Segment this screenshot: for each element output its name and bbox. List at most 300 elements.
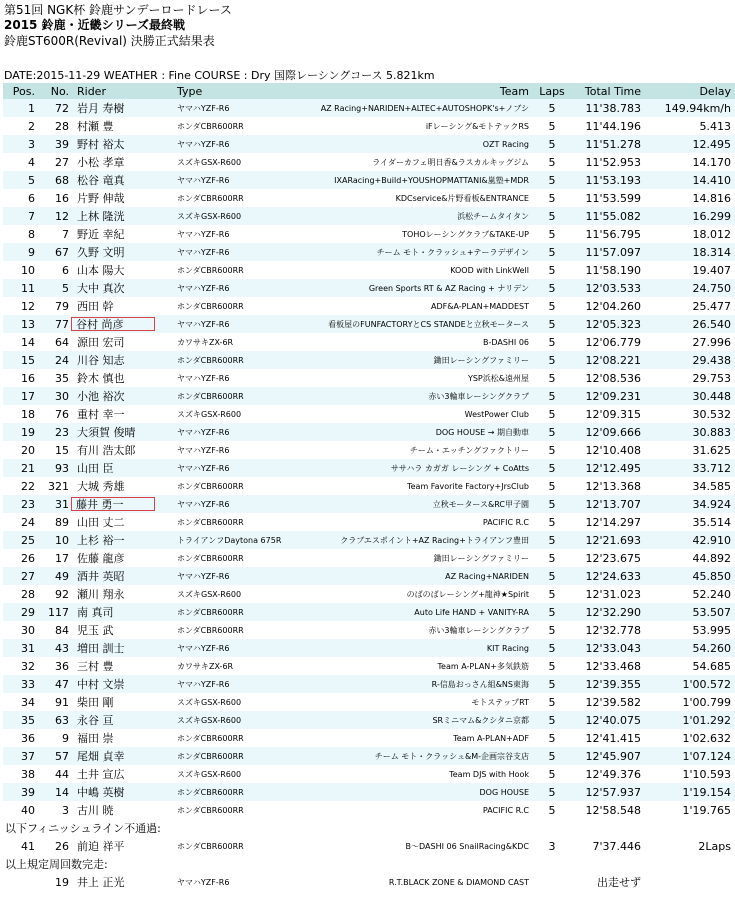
cell-total: 12'58.548 bbox=[573, 801, 643, 819]
cell-total: 12'05.323 bbox=[573, 315, 643, 333]
cell-type: ホンダCBR600RR bbox=[171, 783, 311, 801]
cell-no: 63 bbox=[37, 711, 71, 729]
table-row bbox=[3, 423, 735, 441]
cell-rider: 重村 幸一 bbox=[71, 405, 171, 423]
table-row bbox=[3, 225, 735, 243]
cell-rider: 井上 正光 bbox=[71, 873, 171, 891]
table-row bbox=[3, 459, 735, 477]
cell-no: 76 bbox=[37, 405, 71, 423]
cell-total: 12'12.495 bbox=[573, 459, 643, 477]
cell-no: 321 bbox=[37, 477, 71, 495]
cell-team: チーム モト・クラッシュ+テーラデザイン bbox=[311, 243, 531, 261]
cell-total: 7'37.446 bbox=[573, 837, 643, 855]
cell-total: 12'39.355 bbox=[573, 675, 643, 693]
cell-delay: 25.477 bbox=[643, 297, 735, 315]
section-note bbox=[3, 855, 735, 873]
cell-rider: 大中 真次 bbox=[71, 279, 171, 297]
cell-delay: 30.532 bbox=[643, 405, 735, 423]
cell-rider: 村瀬 豊 bbox=[71, 117, 171, 135]
cell-no: 44 bbox=[37, 765, 71, 783]
cell-delay: 1'10.593 bbox=[643, 765, 735, 783]
cell-total: 12'14.297 bbox=[573, 513, 643, 531]
cell-delay: 5.413 bbox=[643, 117, 735, 135]
cell-laps: 5 bbox=[531, 747, 573, 765]
cell-total: 12'39.582 bbox=[573, 693, 643, 711]
cell-laps: 5 bbox=[531, 693, 573, 711]
cell-type: ホンダCBR600RR bbox=[171, 747, 311, 765]
cell-rider: 南 真司 bbox=[71, 603, 171, 621]
cell-no: 68 bbox=[37, 171, 71, 189]
cell-laps: 5 bbox=[531, 459, 573, 477]
table-row bbox=[3, 693, 735, 711]
cell-pos: 21 bbox=[3, 459, 37, 477]
table-row bbox=[3, 369, 735, 387]
cell-pos: 18 bbox=[3, 405, 37, 423]
cell-team: Team A-PLAN+多気鉄筋 bbox=[311, 657, 531, 675]
cell-no: 64 bbox=[37, 333, 71, 351]
cell-delay: 53.507 bbox=[643, 603, 735, 621]
table-row bbox=[3, 531, 735, 549]
cell-total: 12'13.368 bbox=[573, 477, 643, 495]
cell-delay: 26.540 bbox=[643, 315, 735, 333]
cell-pos: 8 bbox=[3, 225, 37, 243]
table-row bbox=[3, 441, 735, 459]
cell-rider: 中嶋 英樹 bbox=[71, 783, 171, 801]
cell-pos: 23 bbox=[3, 495, 37, 513]
race-info: DATE:2015-11-29 WEATHER : Fine COURSE : Dry 国際レーシングコース 5.821km bbox=[4, 69, 435, 82]
cell-type: ホンダCBR600RR bbox=[171, 801, 311, 819]
table-row bbox=[3, 657, 735, 675]
cell-type: ヤマハYZF-R6 bbox=[171, 873, 311, 891]
cell-pos: 31 bbox=[3, 639, 37, 657]
cell-total: 11'38.783 bbox=[573, 99, 643, 117]
table-row bbox=[3, 315, 735, 333]
table-row bbox=[3, 171, 735, 189]
cell-team: 立秋モータース&RC甲子園 bbox=[311, 495, 531, 513]
cell-no: 91 bbox=[37, 693, 71, 711]
table-row bbox=[3, 261, 735, 279]
cell-no: 12 bbox=[37, 207, 71, 225]
cell-laps: 5 bbox=[531, 801, 573, 819]
cell-delay bbox=[643, 873, 735, 891]
cell-rider: 小松 孝章 bbox=[71, 153, 171, 171]
cell-laps: 5 bbox=[531, 351, 573, 369]
cell-rider: 佐藤 龍彦 bbox=[71, 549, 171, 567]
cell-no: 43 bbox=[37, 639, 71, 657]
cell-no: 57 bbox=[37, 747, 71, 765]
cell-team: YSP浜松&遠州屋 bbox=[311, 369, 531, 387]
cell-pos: 29 bbox=[3, 603, 37, 621]
cell-total: 12'03.533 bbox=[573, 279, 643, 297]
cell-pos: 12 bbox=[3, 297, 37, 315]
cell-total: 12'21.693 bbox=[573, 531, 643, 549]
cell-delay: 14.170 bbox=[643, 153, 735, 171]
cell-laps: 5 bbox=[531, 657, 573, 675]
cell-rider: 小池 裕次 bbox=[71, 387, 171, 405]
cell-delay: 29.753 bbox=[643, 369, 735, 387]
cell-delay: 45.850 bbox=[643, 567, 735, 585]
cell-pos: 3 bbox=[3, 135, 37, 153]
cell-rider bbox=[71, 495, 171, 513]
cell-delay: 30.448 bbox=[643, 387, 735, 405]
cell-laps: 5 bbox=[531, 135, 573, 153]
cell-rider: 山田 丈二 bbox=[71, 513, 171, 531]
cell-no: 15 bbox=[37, 441, 71, 459]
table-row bbox=[3, 837, 735, 855]
cell-no: 89 bbox=[37, 513, 71, 531]
cell-type: ヤマハYZF-R6 bbox=[171, 243, 311, 261]
cell-no: 47 bbox=[37, 675, 71, 693]
cell-rider: 三村 豊 bbox=[71, 657, 171, 675]
cell-type: ホンダCBR600RR bbox=[171, 549, 311, 567]
cell-team: AZ Racing+NARIDEN bbox=[311, 567, 531, 585]
cell-pos: 4 bbox=[3, 153, 37, 171]
cell-rider: 川谷 知志 bbox=[71, 351, 171, 369]
cell-pos bbox=[3, 873, 37, 891]
cell-team: のばのばレーシング+龍神★Spirit bbox=[311, 585, 531, 603]
cell-delay: 27.996 bbox=[643, 333, 735, 351]
cell-delay: 18.314 bbox=[643, 243, 735, 261]
cell-rider: 福田 崇 bbox=[71, 729, 171, 747]
cell-laps: 5 bbox=[531, 369, 573, 387]
cell-laps: 5 bbox=[531, 621, 573, 639]
cell-laps: 5 bbox=[531, 531, 573, 549]
cell-team: Team A-PLAN+ADF bbox=[311, 729, 531, 747]
results-table bbox=[3, 83, 735, 891]
cell-laps: 5 bbox=[531, 549, 573, 567]
table-row bbox=[3, 639, 735, 657]
cell-total: 12'08.221 bbox=[573, 351, 643, 369]
cell-team: チーム・エッチングファクトリー bbox=[311, 441, 531, 459]
cell-type: スズキGSX-R600 bbox=[171, 207, 311, 225]
cell-total: 12'23.675 bbox=[573, 549, 643, 567]
section-note-text: 以上規定周回数完走: bbox=[3, 855, 735, 873]
cell-type: トライアンフDaytona 675R bbox=[171, 531, 311, 549]
cell-no: 24 bbox=[37, 351, 71, 369]
cell-team: B-DASHI 06 bbox=[311, 333, 531, 351]
cell-laps: 5 bbox=[531, 387, 573, 405]
cell-team: 赤い3輪車レーシングクラブ bbox=[311, 621, 531, 639]
cell-team: WestPower Club bbox=[311, 405, 531, 423]
cell-total: 12'04.260 bbox=[573, 297, 643, 315]
cell-delay: 34.924 bbox=[643, 495, 735, 513]
cell-laps: 5 bbox=[531, 225, 573, 243]
cell-no: 84 bbox=[37, 621, 71, 639]
cell-no: 39 bbox=[37, 135, 71, 153]
cell-laps: 5 bbox=[531, 243, 573, 261]
cell-total: 12'57.937 bbox=[573, 783, 643, 801]
cell-rider: 岩月 寿樹 bbox=[71, 99, 171, 117]
table-row bbox=[3, 99, 735, 117]
cell-type: ヤマハYZF-R6 bbox=[171, 495, 311, 513]
cell-rider: 中村 文崇 bbox=[71, 675, 171, 693]
cell-rider: 源田 宏司 bbox=[71, 333, 171, 351]
cell-laps: 5 bbox=[531, 189, 573, 207]
table-row bbox=[3, 333, 735, 351]
cell-total: 12'31.023 bbox=[573, 585, 643, 603]
cell-no: 93 bbox=[37, 459, 71, 477]
cell-delay: 14.816 bbox=[643, 189, 735, 207]
cell-team: SRミニマム&クシタニ京都 bbox=[311, 711, 531, 729]
cell-no: 7 bbox=[37, 225, 71, 243]
cell-team: Team DJS with Hook bbox=[311, 765, 531, 783]
table-row bbox=[3, 495, 735, 513]
cell-pos: 25 bbox=[3, 531, 37, 549]
cell-no: 31 bbox=[37, 495, 71, 513]
cell-total: 11'57.097 bbox=[573, 243, 643, 261]
cell-rider: 片野 伸哉 bbox=[71, 189, 171, 207]
cell-type: ホンダCBR600RR bbox=[171, 837, 311, 855]
section-note-text: 以下フィニッシュライン不通過: bbox=[3, 819, 735, 837]
cell-pos: 7 bbox=[3, 207, 37, 225]
table-row bbox=[3, 675, 735, 693]
cell-total: 12'32.778 bbox=[573, 621, 643, 639]
cell-type: ホンダCBR600RR bbox=[171, 477, 311, 495]
cell-laps: 5 bbox=[531, 171, 573, 189]
cell-type: ヤマハYZF-R6 bbox=[171, 99, 311, 117]
col-type: Type bbox=[171, 83, 311, 99]
cell-pos: 2 bbox=[3, 117, 37, 135]
cell-pos: 5 bbox=[3, 171, 37, 189]
cell-total: 12'45.907 bbox=[573, 747, 643, 765]
cell-laps: 5 bbox=[531, 675, 573, 693]
cell-pos: 24 bbox=[3, 513, 37, 531]
cell-team: B〜DASHI 06 SnailRacing&KDC bbox=[311, 837, 531, 855]
event-title: 第51回 NGK杯 鈴鹿サンデーロードレース bbox=[4, 3, 232, 17]
cell-delay: 16.299 bbox=[643, 207, 735, 225]
cell-team: ササハラ カガガ レーシング + CoAtts bbox=[311, 459, 531, 477]
cell-delay: 14.410 bbox=[643, 171, 735, 189]
cell-total: 12'09.315 bbox=[573, 405, 643, 423]
cell-total: 11'53.599 bbox=[573, 189, 643, 207]
table-row bbox=[3, 621, 735, 639]
table-row bbox=[3, 729, 735, 747]
cell-pos: 10 bbox=[3, 261, 37, 279]
cell-team: チーム モト・クラッシュ&M-企画宗谷支店 bbox=[311, 747, 531, 765]
table-row bbox=[3, 297, 735, 315]
cell-no: 9 bbox=[37, 729, 71, 747]
cell-delay: 52.240 bbox=[643, 585, 735, 603]
cell-rider: 児玉 武 bbox=[71, 621, 171, 639]
cell-no: 67 bbox=[37, 243, 71, 261]
table-row bbox=[3, 351, 735, 369]
table-row bbox=[3, 711, 735, 729]
cell-delay: 12.495 bbox=[643, 135, 735, 153]
cell-total: 11'58.190 bbox=[573, 261, 643, 279]
cell-delay: 149.94km/h bbox=[643, 99, 735, 117]
table-row bbox=[3, 513, 735, 531]
cell-rider bbox=[71, 315, 171, 333]
cell-delay: 1'19.154 bbox=[643, 783, 735, 801]
cell-no: 26 bbox=[37, 837, 71, 855]
cell-delay: 44.892 bbox=[643, 549, 735, 567]
cell-rider: 上林 隆洸 bbox=[71, 207, 171, 225]
cell-type: ヤマハYZF-R6 bbox=[171, 567, 311, 585]
cell-rider: 松谷 竜真 bbox=[71, 171, 171, 189]
cell-type: カワサキZX-6R bbox=[171, 333, 311, 351]
cell-no: 6 bbox=[37, 261, 71, 279]
cell-team: モトステップRT bbox=[311, 693, 531, 711]
cell-team: IXARacing+Build+YOUSHOPMATTANI&嵐塾+MDR bbox=[311, 171, 531, 189]
col-pos: Pos. bbox=[3, 83, 37, 99]
cell-type: ヤマハYZF-R6 bbox=[171, 279, 311, 297]
cell-no: 72 bbox=[37, 99, 71, 117]
cell-no: 49 bbox=[37, 567, 71, 585]
cell-type: スズキGSX-R600 bbox=[171, 765, 311, 783]
table-row bbox=[3, 765, 735, 783]
cell-no: 19 bbox=[37, 873, 71, 891]
cell-delay: 53.995 bbox=[643, 621, 735, 639]
table-row bbox=[3, 783, 735, 801]
cell-type: カワサキZX-6R bbox=[171, 657, 311, 675]
cell-delay: 54.685 bbox=[643, 657, 735, 675]
cell-no: 79 bbox=[37, 297, 71, 315]
cell-total: 出走せず bbox=[573, 873, 643, 891]
cell-type: ホンダCBR600RR bbox=[171, 297, 311, 315]
cell-type: ホンダCBR600RR bbox=[171, 729, 311, 747]
cell-total: 12'09.666 bbox=[573, 423, 643, 441]
cell-team: Green Sports RT & AZ Racing + ナリデン bbox=[311, 279, 531, 297]
col-total-time: Total Time bbox=[573, 83, 643, 99]
cell-total: 12'10.408 bbox=[573, 441, 643, 459]
cell-delay: 30.883 bbox=[643, 423, 735, 441]
cell-laps: 5 bbox=[531, 405, 573, 423]
cell-pos: 17 bbox=[3, 387, 37, 405]
cell-total: 11'51.278 bbox=[573, 135, 643, 153]
cell-laps: 5 bbox=[531, 477, 573, 495]
cell-team: ライダーカフェ明日香&ラスカルキッグジム bbox=[311, 153, 531, 171]
cell-team: PACIFIC R.C bbox=[311, 513, 531, 531]
cell-delay: 1'01.292 bbox=[643, 711, 735, 729]
cell-laps: 5 bbox=[531, 729, 573, 747]
cell-type: スズキGSX-R600 bbox=[171, 585, 311, 603]
cell-laps: 5 bbox=[531, 99, 573, 117]
cell-pos: 37 bbox=[3, 747, 37, 765]
cell-type: ホンダCBR600RR bbox=[171, 621, 311, 639]
cell-team: iFレーシング&モトテックRS bbox=[311, 117, 531, 135]
cell-pos: 27 bbox=[3, 567, 37, 585]
cell-pos: 22 bbox=[3, 477, 37, 495]
cell-total: 11'52.953 bbox=[573, 153, 643, 171]
cell-no: 117 bbox=[37, 603, 71, 621]
cell-pos: 6 bbox=[3, 189, 37, 207]
cell-delay: 1'02.632 bbox=[643, 729, 735, 747]
table-row bbox=[3, 477, 735, 495]
cell-total: 11'44.196 bbox=[573, 117, 643, 135]
cell-team: ADF&A-PLAN+MADDEST bbox=[311, 297, 531, 315]
cell-pos: 19 bbox=[3, 423, 37, 441]
cell-type: ヤマハYZF-R6 bbox=[171, 675, 311, 693]
cell-type: ヤマハYZF-R6 bbox=[171, 423, 311, 441]
cell-team: R-信島おっさん組&NS東海 bbox=[311, 675, 531, 693]
cell-type: スズキGSX-R600 bbox=[171, 711, 311, 729]
cell-rider: 大城 秀雄 bbox=[71, 477, 171, 495]
cell-total: 12'24.633 bbox=[573, 567, 643, 585]
cell-total: 12'13.707 bbox=[573, 495, 643, 513]
cell-delay: 42.910 bbox=[643, 531, 735, 549]
cell-pos: 26 bbox=[3, 549, 37, 567]
cell-delay: 29.438 bbox=[643, 351, 735, 369]
cell-delay: 31.625 bbox=[643, 441, 735, 459]
cell-pos: 11 bbox=[3, 279, 37, 297]
cell-no: 16 bbox=[37, 189, 71, 207]
cell-no: 35 bbox=[37, 369, 71, 387]
class-title: 鈴鹿ST600R(Revival) 決勝正式結果表 bbox=[4, 34, 215, 48]
cell-pos: 32 bbox=[3, 657, 37, 675]
cell-total: 12'33.468 bbox=[573, 657, 643, 675]
table-row bbox=[3, 153, 735, 171]
cell-team: R.T.BLACK ZONE & DIAMOND CAST bbox=[311, 873, 531, 891]
cell-laps: 5 bbox=[531, 567, 573, 585]
cell-delay: 24.750 bbox=[643, 279, 735, 297]
cell-rider: 久野 文明 bbox=[71, 243, 171, 261]
cell-pos: 34 bbox=[3, 693, 37, 711]
cell-no: 28 bbox=[37, 117, 71, 135]
series-title: 2015 鈴鹿・近畿シリーズ最終戦 bbox=[4, 18, 185, 32]
cell-laps: 5 bbox=[531, 279, 573, 297]
cell-team: 鋤田レーシングファミリー bbox=[311, 351, 531, 369]
cell-no: 92 bbox=[37, 585, 71, 603]
cell-type: ホンダCBR600RR bbox=[171, 387, 311, 405]
cell-no: 10 bbox=[37, 531, 71, 549]
cell-rider: 酒井 英昭 bbox=[71, 567, 171, 585]
table-row bbox=[3, 603, 735, 621]
table-row bbox=[3, 207, 735, 225]
cell-team: KIT Racing bbox=[311, 639, 531, 657]
cell-total: 12'32.290 bbox=[573, 603, 643, 621]
cell-delay: 18.012 bbox=[643, 225, 735, 243]
cell-type: ホンダCBR600RR bbox=[171, 603, 311, 621]
cell-total: 12'06.779 bbox=[573, 333, 643, 351]
cell-delay: 1'00.799 bbox=[643, 693, 735, 711]
table-row bbox=[3, 189, 735, 207]
cell-no: 5 bbox=[37, 279, 71, 297]
cell-pos: 15 bbox=[3, 351, 37, 369]
col-delay: Delay bbox=[643, 83, 735, 99]
cell-delay: 33.712 bbox=[643, 459, 735, 477]
cell-rider: 野近 幸紀 bbox=[71, 225, 171, 243]
cell-laps: 5 bbox=[531, 513, 573, 531]
cell-team: 赤い3輪車レーシングクラブ bbox=[311, 387, 531, 405]
cell-total: 12'49.376 bbox=[573, 765, 643, 783]
cell-total: 12'40.075 bbox=[573, 711, 643, 729]
cell-laps: 5 bbox=[531, 261, 573, 279]
cell-delay: 35.514 bbox=[643, 513, 735, 531]
cell-laps: 5 bbox=[531, 585, 573, 603]
col-laps: Laps bbox=[531, 83, 573, 99]
cell-laps: 5 bbox=[531, 315, 573, 333]
cell-pos: 33 bbox=[3, 675, 37, 693]
cell-laps: 5 bbox=[531, 639, 573, 657]
cell-rider: 鈴木 慎也 bbox=[71, 369, 171, 387]
cell-type: ホンダCBR600RR bbox=[171, 189, 311, 207]
cell-delay: 19.407 bbox=[643, 261, 735, 279]
cell-pos: 38 bbox=[3, 765, 37, 783]
cell-total: 11'55.082 bbox=[573, 207, 643, 225]
cell-pos: 9 bbox=[3, 243, 37, 261]
cell-total: 12'33.043 bbox=[573, 639, 643, 657]
cell-rider: 増田 訓士 bbox=[71, 639, 171, 657]
col-rider: Rider bbox=[71, 83, 171, 99]
highlighted-rider: 藤井 勇一 bbox=[71, 497, 155, 511]
cell-delay: 1'00.572 bbox=[643, 675, 735, 693]
cell-laps: 5 bbox=[531, 423, 573, 441]
cell-rider: 前迫 祥平 bbox=[71, 837, 171, 855]
cell-type: ヤマハYZF-R6 bbox=[171, 171, 311, 189]
cell-laps: 5 bbox=[531, 297, 573, 315]
cell-no: 14 bbox=[37, 783, 71, 801]
cell-pos: 13 bbox=[3, 315, 37, 333]
